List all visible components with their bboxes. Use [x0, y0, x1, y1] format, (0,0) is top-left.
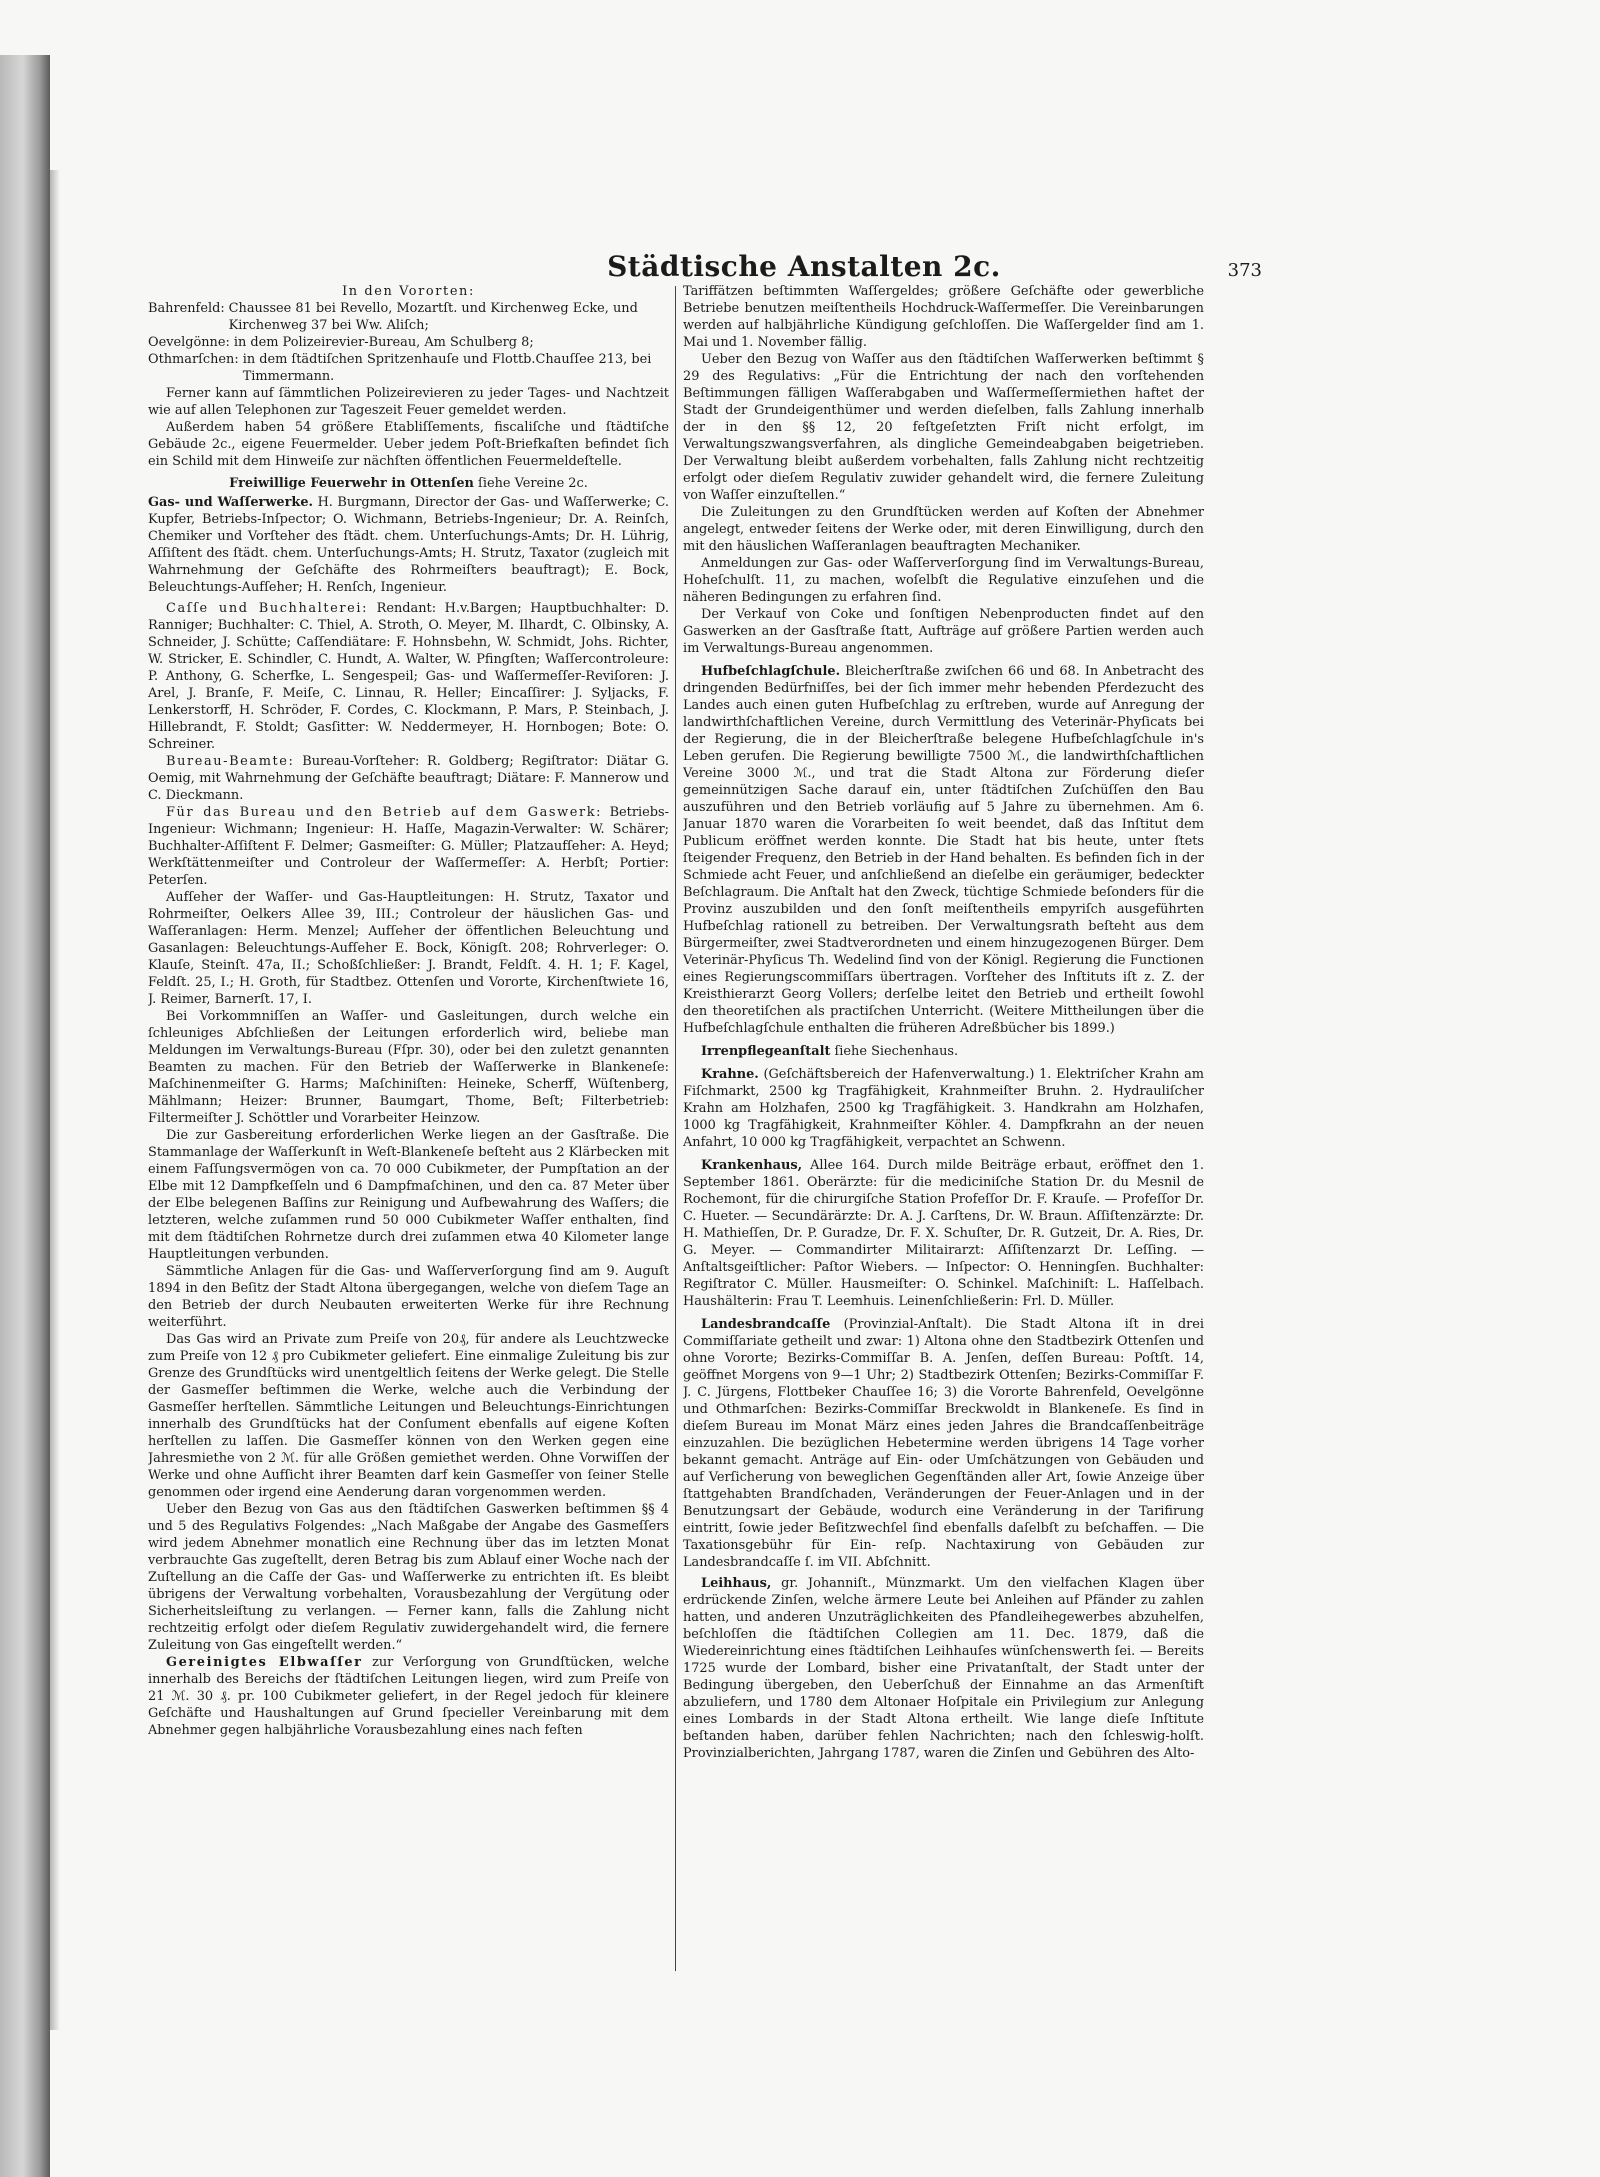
- bureau-entry: [148, 753, 669, 804]
- krahne-entry: [683, 1066, 1204, 1151]
- paragraph-bezug-gas: Ueber den Bezug von Gas aus den ſtädtiſchen Gaswerken beſtimmen §§ 4 und 5 des Regulativs Folgendes: „Nach Maßgabe der Angabe des Gasmeſſers wird jedem Abnehmer monatlich eine Rechnung über das im letzten Monat verbrauchte Gas zugeſtellt, deren Betrag bis zum Ablauf einer Woche nach der Zuſtellung an die Caſſe der Gas- und Waſſerwerke zu entrichten iſt. Es bleibt übrigens der Verwaltung vorbehalten, Vorausbezahlung der Vergütung oder Sicherheitsleiſtung zu verlangen. — Ferner kann, falls die Zahlung nicht rechtzeitig erfolgt oder dieſem Regulativ zuwidergehandelt wird, die fernere Zuleitung von Gas eingeſtellt werden.“: [148, 1502, 669, 1653]
- paragraph-saemmtliche-anlagen: Sämmtliche Anlagen für die Gas- und Waſſerverſorgung ſind am 9. Auguſt 1894 in den Beſitz der Stadt Altona übergegangen, welche von dieſem Tage an den Betrieb der durch Neubauten erweiterten Werke für ihre Rechnung weiterführt.: [148, 1264, 669, 1330]
- vororte-text: in dem ſtädtiſchen Spritzenhauſe und Flottb.Chauſſee 213, bei Timmermann.: [242, 352, 652, 384]
- paragraph-zuleitungen: Die Zuleitungen zu den Grundſtücken werden auf Koſten der Abnehmer angelegt, entweder ſeitens der Werke oder, mit deren Einwilligung, durch den mit den häuslichen Waſſeranlagen beauftragten Mechaniker.: [683, 505, 1204, 554]
- vororte-place: Oevelgönne:: [148, 335, 230, 350]
- page-title: Städtische Anstalten 2c.: [607, 250, 1001, 283]
- betrieb-title: Für das Bureau und den Betrieb auf dem Gaswerk:: [166, 805, 603, 820]
- hufbeschlagschule-title: Hufbeſchlagſchule.: [701, 664, 841, 679]
- irrenpflege-reference: ſiehe Siechenhaus.: [834, 1044, 959, 1059]
- betrieb-entry: [148, 804, 669, 889]
- elbwasser-text: zur Verſorgung von Grundſtücken, welche innerhalb des Bereichs der ſtädtiſchen Leitungen liegen, wird zum Preiſe von 21 ℳ. 30 ₰. pr. 100 Cubikmeter geliefert, in der Regel jedoch für kleinere Geſchäfte und Haushaltungen auf Grund ſpecieller Vereinbarung mit dem Abnehmer gegen halbjährliche Vorausbezahlung eines nach feſten: [148, 1655, 669, 1738]
- binding-shadow: [50, 170, 60, 2030]
- hufbeschlagschule-text: Bleicherſtraße zwiſchen 66 und 68. In Anbetracht des dringenden Bedürfniſſes, bei der ſich immer mehr hebenden Pferdezucht des Landes auch einen guten Hufbeſchlag zu erſtreben, wurde auf Anregung der landwirthſchaftlichen Vereine, durch Vermittlung des Veterinär-Phyſicats bei der Regierung, die in der Bleicherſtraße belegene Hufbeſchlagſchule in's Leben gerufen. Die Regierung bewilligte 7500 ℳ., die landwirthſchaftlichen Vereine 3000 ℳ., und trat die Stadt Altona zur Förderung dieſer gemeinnützigen Sache darauf ein, unter ſtädtiſchen Zuſchüſſen den Bau auszuführen und den Betrieb vorläufig auf 5 Jahre zu übernehmen. Am 6. Januar 1870 waren die Vorarbeiten ſo weit beendet, daß das Inſtitut dem Publicum eröffnet werden konnte. Die Stadt hat bis heute, unter ſtets ſteigender Frequenz, den Betrieb in der Hand behalten. Es befinden ſich in der Schmiede acht Feuer, und anſchließend an dieſelbe ein geräumiger, bedeckter Beſchlagraum. Die Anſtalt hat den Zweck, tüchtige Schmiede beſonders für die Provinz auszubilden und den ſonſt meiſtentheils empyriſch ausgeführten Hufbeſchlag rationell zu betreiben. Der Verwaltungsrath beſteht aus dem Bürgermeiſter, zwei Stadtverordneten und einem hinzugezogenen Bürger. Dem Veterinär-Phyſicus Th. Wedelind ſind von der Königl. Regierung die Functionen eines Regierungscommiſſars übertragen. Vorſteher des Inſtituts iſt z. Z. der Kreisthierarzt Georg Vollers; derſelbe leitet den Betrieb und ertheilt ſowohl den theoretiſchen als practiſchen Unterricht. (Weitere Mittheilungen über die Hufbeſchlagſchule enthalten die früheren Adreßbücher bis 1899.): [683, 664, 1204, 1036]
- casse-title: Caſſe und Buchhalterei:: [166, 601, 369, 616]
- paragraph-vorkommnisse: Bei Vorkommniſſen an Waſſer- und Gasleitungen, durch welche ein ſchleuniges Abſchließen der Leitungen erforderlich wird, beliebe man Meldungen im Verwaltungs-Bureau (Fſpr. 30), oder bei den zuletzt genannten Beamten zu machen. Für den Betrieb der Waſſerwerke in Blankeneſe: Maſchinenmeiſter G. Harms; Maſchiniſten: Heineke, Scherff, Wüſtenberg, Mählmann; Heizer: Brunner, Baumgart, Thome, Beſt; Filterbetrieb: Filtermeiſter J. Schöttler und Vorarbeiter Heinzow.: [148, 1009, 669, 1126]
- paragraph-bezug-wasser: Ueber den Bezug von Waſſer aus den ſtädtiſchen Waſſerwerken beſtimmt § 29 des Regulativs: „Für die Entrichtung der nach den vorſtehenden Beſtimmungen fälligen Waſſerabgaben und Waſſermeſſermiethen haftet der Stadt der Grundeigenthümer und werden dieſelben, falls Zahlung innerhalb der in den §§ 12, 20 feſtgeſetzten Friſt nicht erfolgt, im Verwaltungszwangsverfahren, als dingliche Gemeindeabgaben beigetrieben. Der Verwaltung bleibt außerdem vorbehalten, falls Zahlung nicht rechtzeitig erfolgt oder dieſem Regulativ zuwider gehandelt wird, die fernere Zuleitung von Waſſer einzuſtellen.“: [683, 352, 1204, 503]
- paragraph-gaspreis: Das Gas wird an Private zum Preiſe von 20₰, für andere als Leuchtzwecke zum Preiſe von 12 ₰ pro Cubikmeter geliefert. Eine einmalige Zuleitung bis zur Grenze des Grundſtücks wird unentgeltlich ſeitens der Werke gelegt. Die Stelle der Gasmeſſer beſtimmen die Werke, welche auch die Verbindung der Gasmeſſer herſtellen. Sämmtliche Leitungen und Beleuchtungs-Einrichtungen innerhalb des Grundſtücks hat der Conſument ebenfalls auf eigene Koſten herſtellen zu laſſen. Die Gasmeſſer können von den Werken gegen eine Jahresmiethe von 2 ℳ. für alle Größen gemiethet werden. Ohne Vorwiſſen der Werke und ohne Aufſicht ihrer Beamten darf kein Gasmeſſer von ſeiner Stelle genommen oder irgend eine Aenderung daran vorgenommen werden.: [148, 1332, 669, 1500]
- vororte-heading: In den Vororten:: [342, 284, 475, 299]
- betrieb-text: Betriebs-Ingenieur: Wichmann; Ingenieur: H. Haſſe, Magazin-Verwalter: W. Schärer; Buchhalter-Aſſiſtent F. Delmer; Gasmeiſter: G. Müller; Platzaufſeher: A. Heyd; Werkſtättenmeiſter und Controleur der Waſſermeſſer: A. Herbſt; Portier: Peterſen.: [148, 805, 669, 888]
- vororte-place: Bahrenfeld:: [148, 301, 225, 316]
- gas-text: H. Burgmann, Director der Gas- und Waſſerwerke; C. Kupfer, Betriebs-Inſpector; O. Wichmann, Betriebs-Ingenieur; Dr. A. Reinſch, Chemiker und Vorſteher des ſtädt. chem. Unterſuchungs-Amts; Dr. H. Lührig, Aſſiſtent des ſtädt. chem. Unterſuchungs-Amts; H. Strutz, Taxator (zugleich mit Wahrnehmung der Geſchäfte des Rohrmeiſters beauftragt); E. Bock, Beleuchtungs-Aufſeher; H. Renſch, Ingenieur.: [148, 495, 669, 595]
- paragraph-tarif: Tariffätzen beſtimmten Waſſergeldes; größere Geſchäfte oder gewerbliche Betriebe benutzen meiſtentheils Hochdruck-Waſſermeſſer. Die Vereinbarungen werden auf halbjährliche Kündigung geſchloſſen. Die Waſſergelder ſind am 1. Mai und 1. November fällig.: [683, 284, 1204, 350]
- bureau-title: Bureau-Beamte:: [166, 754, 295, 769]
- bureau-text: Bureau-Vorſteher: R. Goldberg; Regiſtrator: Diätar G. Oemig, mit Wahrnehmung der Geſchäfte beauftragt; Diätare: F. Mannerow und C. Dieckmann.: [148, 754, 669, 803]
- casse-entry: [148, 600, 669, 753]
- ffw-title: Freiwillige Feuerwehr in Ottenſen: [229, 476, 474, 491]
- krankenhaus-text: Allee 164. Durch milde Beiträge erbaut, eröffnet den 1. September 1861. Oberärzte: für die mediciniſche Station Dr. du Mesnil de Rochemont, für die chirurgiſche Station Profeſſor Dr. F. Krauſe. — Profeſſor Dr. C. Hueter. — Secundärärzte: Dr. A. J. Carſtens, Dr. W. Braun. Aſſiſtenzärzte: Dr. H. Mathieſſen, Dr. P. Guradze, Dr. F. X. Schuſter, Dr. R. Gutzeit, Dr. A. Ries, Dr. G. Meyer. — Commandirter Militairarzt: Aſſiſtenzarzt Dr. Leſſing. — Anſtaltsgeiſtlicher: Paſtor Wiebers. — Inſpector: O. Henningſen. Buchhalter: Regiſtrator C. Müller. Hausmeiſter: O. Schinkel. Maſchiniſt: L. Haſſelbach. Haushälterin: Frau T. Leemhuis. Leinenſchließerin: Frl. D. Müller.: [683, 1158, 1204, 1309]
- paragraph-feuermelder: Außerdem haben 54 größere Etabliſſements, fiscaliſche und ſtädtiſche Gebäude 2c., eigene Feuermelder. Ueber jedem Poſt-Briefkaſten befindet ſich ein Schild mit dem Hinweiſe zur nächſten öffentlichen Feuermeldeſtelle.: [148, 420, 669, 469]
- casse-text: Rendant: H.v.Bargen; Hauptbuchhalter: D. Ranniger; Buchhalter: C. Thiel, A. Stroth, O. Meyer, M. Ilhardt, C. Olbinsky, A. Schneider, J. Schütte; Caſſendiätare: F. Hohnsbehn, W. Schmidt, Johs. Richter, W. Stricker, E. Schindler, C. Hundt, A. Walter, W. Pfingſten; Waſſercontroleure: P. Anthony, G. Scherfke, L. Sengespeil; Gas- und Waſſermeſſer-Reviſoren: J. Arel, J. Branſe, F. Meiſe, C. Linnau, R. Heller; Eincaſſirer: J. Syljacks, F. Lenkerstorff, H. Schröder, F. Cordes, C. Klockmann, P. Mars, P. Steinbach, J. Hillebrandt, F. Stoldt; Gasſitter: W. Neddermeyer, H. Hornbogen; Bote: O. Schreiner.: [148, 601, 669, 752]
- ffw-reference: ſiehe Vereine 2c.: [478, 476, 588, 491]
- paragraph-coke: Der Verkauf von Coke und ſonſtigen Nebenproducten findet auf den Gaswerken an der Gasſtraße ſtatt, Aufträge auf größere Partien werden auch im Verwaltungs-Bureau angenommen.: [683, 607, 1204, 656]
- leihhaus-text: gr. Johanniſt., Münzmarkt. Um den vielfachen Klagen über erdrückende Zinſen, welche ärmere Leute bei Anleihen auf Pfänder zu zahlen hatten, und anderen Unzuträglichkeiten des Pfandleihegewerbes abzuhelfen, beſchloſſen die ſtädtiſchen Collegien am 11. Dec. 1879, daß die Wiedereinrichtung eines ſtädtiſchen Leihhauſes wünſchenswerth ſei. — Bereits 1725 wurde der Lombard, bisher eine Privatanſtalt, der Stadt unter der Bedingung übergeben, den Ueberſchuß der Einnahme an das Armenſtift abzuliefern, und 1780 dem Altonaer Hoſpitale ein Privilegium zur Anlegung eines Lombards in der Stadt Altona ertheilt. Wie lange dieſe Inſtitute beſtanden haben, darüber fehlen Nachrichten; nach den ſchleswig-holſt. Provinzialberichten, Jahrgang 1787, waren die Zinſen und Gebühren des Alto-: [683, 1576, 1204, 1761]
- gas-title: Gas- und Waſſerwerke.: [148, 495, 314, 510]
- vororte-entry-bahrenfeld: [148, 300, 669, 334]
- irrenpflege-title: Irrenpflegeanſtalt: [701, 1044, 831, 1059]
- vororte-entry-oevelgoenne: [148, 334, 669, 351]
- krankenhaus-title: Krankenhaus,: [701, 1158, 803, 1173]
- leihhaus-entry: [683, 1575, 1204, 1762]
- page-number: 373: [1227, 260, 1262, 281]
- vororte-entry-othmarschen: [148, 351, 669, 385]
- krahne-text: (Geſchäftsbereich der Hafenverwaltung.) 1. Elektriſcher Krahn am Fiſchmarkt, 2500 kg Tragfähigkeit, Krahnmeiſter Bruhn. 2. Hydrauliſcher Krahn am Holzhafen, 2500 kg Tragfähigkeit. 3. Handkrahn am Holzhafen, 1000 kg Tragfähigkeit, Krahnmeiſter Köhler. 4. Dampfkrahn an der neuen Anfahrt, 10 000 kg Tragfähigkeit, verpachtet an Schwenn.: [683, 1067, 1204, 1150]
- elbwasser-title: Gereinigtes Elbwaſſer: [166, 1655, 363, 1670]
- paragraph-feuermeldung: Ferner kann auf ſämmtlichen Polizeirevieren zu jeder Tages- und Nachtzeit wie auf allen Telephonen zur Tageszeit Feuer gemeldet werden.: [148, 386, 669, 418]
- landesbrandcasse-text: (Provinzial-Anſtalt). Die Stadt Altona iſt in drei Commiſſariate getheilt und zwar: 1) Altona ohne den Stadtbezirk Ottenſen und ohne Vororte; Bezirks-Commiſſar B. A. Jenſen, deſſen Bureau: Poſtſt. 14, geöffnet Morgens von 9—1 Uhr; 2) Stadtbezirk Ottenſen; Bezirks-Commiſſar F. J. C. Jürgens, Flottbeker Chauſſee 16; 3) die Vororte Bahrenfeld, Oevelgönne und Othmarſchen: Bezirks-Commiſſar Breckwoldt in Blankeneſe. Es ſind in dieſem Bureau im Monat März eines jeden Jahres die Brandcaſſenbeiträge einzuzahlen. Die bezüglichen Hebetermine werden übrigens 14 Tage vorher bekannt gemacht. Anträge auf Ein- oder Umſchätzungen von Gebäuden und auf Verſicherung von beweglichen Gegenſtänden aller Art, ſowie Anzeige über ſtattgehabten Brandſchaden, Veränderungen der Feuer-Anlagen und in der Benutzungsart der Gebäude, wodurch eine Veränderung in der Tarifirung eintritt, ſowie jeder Beſitzwechſel ſind ebenfalls daſelbſt zu beſchaffen. — Die Taxationsgebühr für Ein- reſp. Nachtaxirung von Gebäuden zur Landesbrandcaſſe ſ. im VII. Abſchnitt.: [683, 1317, 1204, 1570]
- elbwasser-entry: [148, 1654, 669, 1739]
- column-divider: [675, 286, 676, 1971]
- ffw-entry: [148, 475, 669, 492]
- left-column: [148, 283, 669, 1978]
- krahne-title: Krahne.: [701, 1067, 759, 1082]
- paragraph-anmeldungen: Anmeldungen zur Gas- oder Waſſerverſorgung ſind im Verwaltungs-Bureau, Hoheſchulſt. 11, zu machen, woſelbſt die Regulative einzuſehen und die näheren Bedingungen zu erfahren ſind.: [683, 556, 1204, 605]
- krankenhaus-entry: [683, 1157, 1204, 1310]
- paragraph-gasbereitung: Die zur Gasbereitung erforderlichen Werke liegen an der Gasſtraße. Die Stammanlage der Waſſerkunſt in Weſt-Blankeneſe beſteht aus 2 Klärbecken mit einem Faſſungsvermögen von ca. 70 000 Cubikmeter, der Pumpſtation an der Elbe mit 12 Dampfkeſſeln und 6 Dampfmaſchinen, und den ca. 87 Meter über der Elbe belegenen Baſſins zur Reinigung und Aufbewahrung des Waſſers; die letzteren, welche zuſammen rund 50 000 Cubikmeter Waſſer enthalten, ſind mit dem ſtädtiſchen Rohrnetze durch drei zuſammen etwa 40 Kilometer lange Hauptleitungen verbunden.: [148, 1128, 669, 1262]
- leihhaus-title: Leihhaus,: [701, 1576, 772, 1591]
- vororte-text: in dem Polizeirevier-Bureau, Am Schulberg 8;: [233, 335, 534, 350]
- hufbeschlagschule-entry: [683, 663, 1204, 1037]
- landesbrandcasse-entry: [683, 1316, 1204, 1571]
- irrenpflege-entry: [683, 1043, 1204, 1060]
- vororte-text: Chaussee 81 bei Revello, Mozartſt. und Kirchenweg Ecke, und Kirchenweg 37 bei Ww. Aliſch;: [228, 301, 638, 333]
- right-column: [683, 283, 1204, 1978]
- landesbrandcasse-title: Landesbrandcaſſe: [701, 1317, 831, 1332]
- paragraph-aufseher: Aufſeher der Waſſer- und Gas-Hauptleitungen: H. Strutz, Taxator und Rohrmeiſter, Oelkers Allee 39, III.; Controleur der häuslichen Gas- und Waſſeranlagen: Herm. Menzel; Aufſeher der öffentlichen Beleuchtung und Gasanlagen: Beleuchtungs-Aufſeher E. Bock, Königſt. 208; Rohrverleger: O. Klauſe, Steinſt. 47a, II.; Schoßſchließer: J. Brandt, Feldſt. 4. H. 1; F. Kagel, Feldſt. 25, I.; H. Groth, für Stadtbez. Ottenſen und Vororte, Kirchenſtwiete 16, J. Reimer, Barnerſt. 17, I.: [148, 890, 669, 1007]
- binding-gutter: [0, 55, 50, 2177]
- gas-entry: [148, 494, 669, 596]
- vororte-place: Othmarſchen:: [148, 352, 239, 367]
